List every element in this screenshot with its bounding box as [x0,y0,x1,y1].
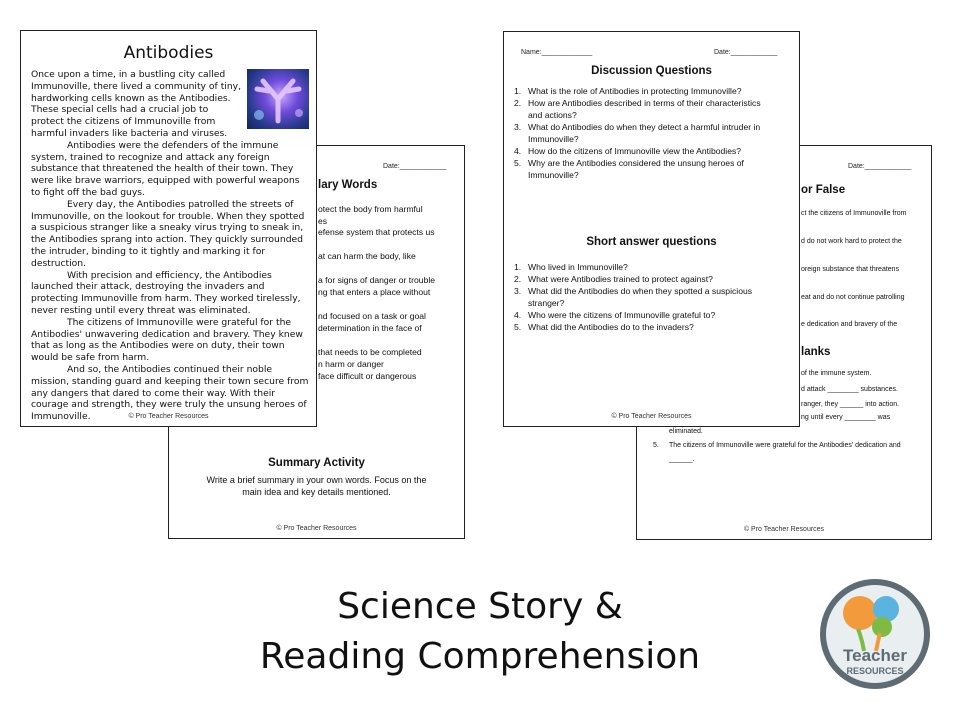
question-item [514,121,760,133]
vocab-line: face difficult or dangerous [318,371,417,381]
story-paragraph: The citizens of Immunoville were grateful for the Antibodies' unwavering dedication and bravery. They knew that as long as the Antibodies were on duty, their town would be safe from harm. [31,316,303,364]
blank-line: eliminated. [669,428,703,435]
question-item [514,97,761,109]
discussion-heading: Discussion Questions [591,65,712,77]
true-false-heading: or False [801,184,846,196]
question-text: What is the role of Antibodies in protecting Immunoville? [528,86,742,96]
story-paragraph: Once upon a time, in a bustling city called Immunoville, there lived a community of tiny, hardworking cells known as the Antibodies. These special cells had a crucial job to protect the citizens of Immunoville from harmful invaders like bacteria and viruses. [31,69,242,139]
question-text: How are Antibodies described in terms of their characteristics [528,98,761,108]
question-number: 5. [514,158,522,168]
question-item [514,157,744,169]
question-text: What do Antibodies do when they detect a harmful intruder in [528,122,761,132]
story-paragraph: Every day, the Antibodies patrolled the streets of Immunoville, on the lookout for trouble. When they spotted a suspicious stranger like a sneaky virus trying to sneak in, the Antibodies sprang into action. They quickly surrounded the intruder, binding to it tightly and marking it for destruction. [31,198,305,269]
name-label: Name:_____________ [521,49,593,56]
question-text: Immunoville? [528,134,579,144]
question-text: stranger? [528,298,565,308]
question-number: 1. [514,262,522,272]
tf-line: oreign substance that threatens [801,266,900,273]
question-text: Who were the citizens of Immunoville grateful to? [528,310,716,320]
story-worksheet [20,30,317,427]
question-item [514,321,694,333]
antibody-icon [247,69,309,129]
summary-text: Write a brief summary in your own words. Focus on the [206,475,427,485]
question-number: 3. [514,286,522,296]
short-answer-heading: Short answer questions [586,236,717,248]
blank-line: The citizens of Immunoville were grateful for the Antibodies' dedication and [669,442,901,449]
footer-copyright: © Pro Teacher Resources [128,413,209,420]
story-paragraph: And so, the Antibodies continued their noble mission, standing guard and keeping their town secure from any dangers that dared to come their way. With their courage and strength, they were truly the unsung heroes of Immunoville. [31,363,309,423]
question-item [514,273,713,285]
summary-text: main idea and key details mentioned. [242,487,391,497]
question-number: 5. [514,322,522,332]
question-number: 4. [514,310,522,320]
story-body [31,69,309,423]
question-number: 2. [514,274,522,284]
fill-blanks-heading: lanks [801,346,831,358]
blank-line: ng until every ________ was [801,414,891,421]
date-label: Date:____________ [714,49,778,56]
question-item [514,309,715,321]
footer-copyright: © Pro Teacher Resources [276,525,357,532]
tf-line: eat and do not continue patrolling [801,294,905,301]
logo-text-teacher: Teacher [843,646,907,665]
summary-heading: Summary Activity [268,457,365,469]
vocab-line: nd focused on a task or goal [318,311,426,321]
vocab-line: ng that enters a place without [318,287,431,297]
main-title-line-2: Reading Comprehension [259,636,701,677]
vocab-line: that needs to be completed [318,347,422,357]
vocab-line: efense system that protects us [318,227,435,237]
story-title: Antibodies [123,43,214,63]
question-item [514,145,741,157]
blank-line: ______. [669,456,695,463]
footer-copyright: © Pro Teacher Resources [611,413,692,420]
question-text: Why are the Antibodies considered the unsung heroes of [528,158,744,168]
story-paragraph: Antibodies were the defenders of the immune system, trained to recognize and attack any foreign substance that threatened the health of their town. They were like brave warriors, equipped with powerful weapons to fight off the bad guys. [31,139,300,198]
blank-line: ranger, they ______ into action. [801,401,900,408]
story-paragraph: With precision and efficiency, the Antibodies launched their attack, destroying the invaders and protecting Immunoville from harm. They worked tirelessly, never resting until every threat was eliminated. [31,269,301,316]
vocab-line: n harm or danger [318,359,384,369]
vocabulary-heading: lary Words [318,179,378,191]
question-item [514,85,742,97]
vocab-line: at can harm the body, like [318,251,416,261]
vocab-line: es [318,216,328,226]
logo-text-resources: RESOURCES [846,666,904,676]
tf-line: ct the citizens of Immunoville from [801,210,907,217]
question-text: What did the Antibodies do when they spotted a suspicious [528,286,753,296]
footer-copyright: © Pro Teacher Resources [743,526,825,533]
date-label: Date:____________ [848,163,912,170]
logo-icon [818,577,932,691]
tf-line: e dedication and bravery of the [801,321,898,328]
question-number: 3. [514,122,522,132]
question-text: What did the Antibodies do to the invaders? [528,322,694,332]
blank-number: 5. [653,442,659,449]
blank-line: d attack ________ substances. [801,386,898,393]
blank-line: of the immune system. [801,370,872,377]
question-number: 4. [514,146,522,156]
question-number: 1. [514,86,522,96]
question-item [514,285,752,297]
question-text: Who lived in Immunoville? [528,262,628,272]
question-item [514,261,628,273]
question-text: How do the citizens of Immunoville view the Antibodies? [528,146,742,156]
question-text: What were Antibodies trained to protect against? [528,274,713,284]
teacher-resources-logo [818,577,932,691]
discussion-worksheet [503,31,800,427]
question-text: Immunoville? [528,170,579,180]
vocab-line: determination in the face of [318,323,422,333]
tf-line: d do not work hard to protect the [801,238,902,245]
question-text: and actions? [528,110,577,120]
vocab-line: otect the body from harmful [318,204,423,214]
main-title-line-1: Science Story & [337,586,623,627]
date-label: Date:____________ [383,163,447,170]
question-number: 2. [514,98,522,108]
antibody-image [247,69,309,129]
vocab-line: a for signs of danger or trouble [318,275,436,285]
